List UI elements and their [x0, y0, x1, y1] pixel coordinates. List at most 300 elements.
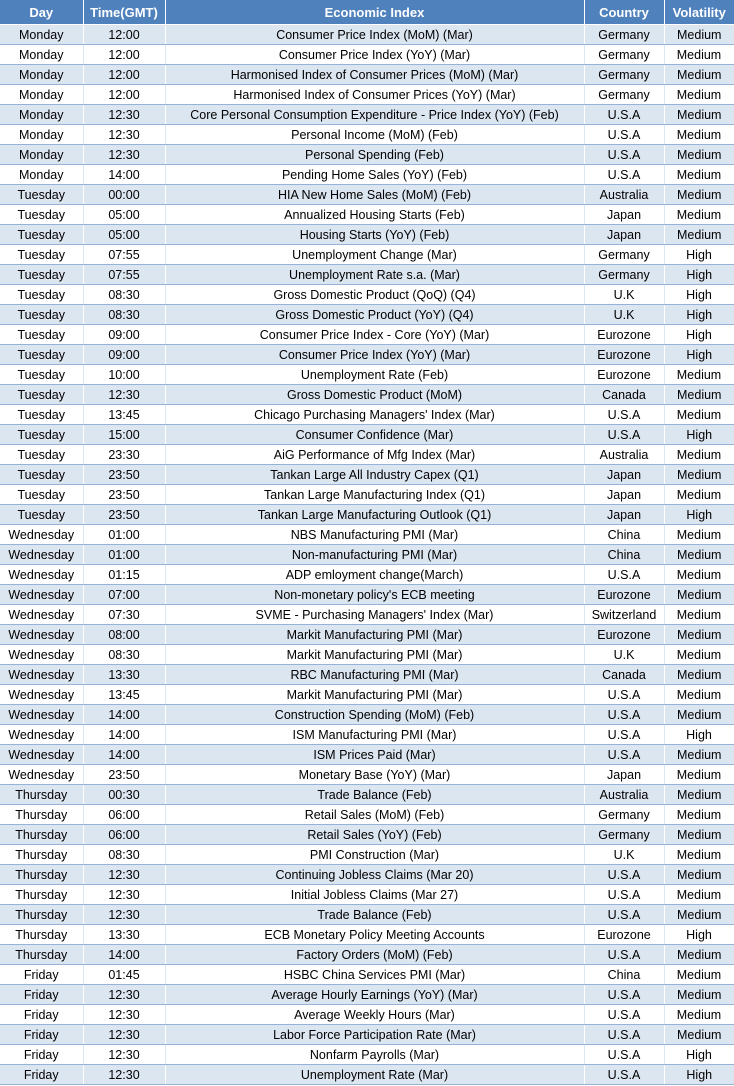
- economic-index-cell: Labor Force Participation Rate (Mar): [165, 1025, 584, 1045]
- country-cell: Germany: [584, 45, 664, 65]
- day-cell: Monday: [0, 85, 83, 105]
- country-cell: China: [584, 525, 664, 545]
- table-row: [0, 65, 734, 85]
- table-row: [0, 985, 734, 1005]
- volatility-cell: Medium: [664, 825, 734, 845]
- volatility-cell: Medium: [664, 765, 734, 785]
- economic-index-cell: Consumer Price Index (MoM) (Mar): [165, 25, 584, 45]
- time-cell: 12:30: [83, 125, 165, 145]
- table-row: [0, 485, 734, 505]
- volatility-cell: Medium: [664, 625, 734, 645]
- volatility-cell: Medium: [664, 365, 734, 385]
- day-cell: Friday: [0, 985, 83, 1005]
- table-row: [0, 345, 734, 365]
- volatility-cell: Medium: [664, 685, 734, 705]
- table-row: [0, 1045, 734, 1065]
- day-cell: Tuesday: [0, 285, 83, 305]
- volatility-cell: Medium: [664, 405, 734, 425]
- time-cell: 23:50: [83, 505, 165, 525]
- time-cell: 00:30: [83, 785, 165, 805]
- country-cell: U.S.A: [584, 105, 664, 125]
- day-cell: Tuesday: [0, 185, 83, 205]
- volatility-cell: Medium: [664, 805, 734, 825]
- economic-index-cell: Unemployment Change (Mar): [165, 245, 584, 265]
- day-cell: Wednesday: [0, 665, 83, 685]
- day-cell: Friday: [0, 1065, 83, 1085]
- day-cell: Thursday: [0, 805, 83, 825]
- economic-index-cell: HSBC China Services PMI (Mar): [165, 965, 584, 985]
- time-cell: 08:30: [83, 845, 165, 865]
- header-day: Day: [0, 0, 83, 25]
- header-time: Time(GMT): [83, 0, 165, 25]
- day-cell: Thursday: [0, 905, 83, 925]
- day-cell: Wednesday: [0, 705, 83, 725]
- economic-index-cell: ADP emloyment change(March): [165, 565, 584, 585]
- economic-index-cell: ISM Manufacturing PMI (Mar): [165, 725, 584, 745]
- day-cell: Monday: [0, 45, 83, 65]
- day-cell: Wednesday: [0, 625, 83, 645]
- day-cell: Tuesday: [0, 205, 83, 225]
- economic-index-cell: Consumer Confidence (Mar): [165, 425, 584, 445]
- country-cell: Germany: [584, 85, 664, 105]
- table-row: [0, 425, 734, 445]
- country-cell: Australia: [584, 185, 664, 205]
- header-row: [0, 0, 734, 25]
- table-row: [0, 745, 734, 765]
- time-cell: 07:30: [83, 605, 165, 625]
- header-volatility: Volatility: [664, 0, 734, 25]
- country-cell: Germany: [584, 25, 664, 45]
- volatility-cell: Medium: [664, 145, 734, 165]
- day-cell: Thursday: [0, 825, 83, 845]
- country-cell: Eurozone: [584, 925, 664, 945]
- economic-index-cell: SVME - Purchasing Managers' Index (Mar): [165, 605, 584, 625]
- country-cell: Canada: [584, 385, 664, 405]
- country-cell: U.S.A: [584, 745, 664, 765]
- table-row: [0, 625, 734, 645]
- time-cell: 07:55: [83, 265, 165, 285]
- economic-index-cell: Core Personal Consumption Expenditure - Price Index (YoY) (Feb): [165, 105, 584, 125]
- time-cell: 12:30: [83, 905, 165, 925]
- country-cell: China: [584, 965, 664, 985]
- volatility-cell: Medium: [664, 445, 734, 465]
- day-cell: Friday: [0, 965, 83, 985]
- table-row: [0, 145, 734, 165]
- volatility-cell: Medium: [664, 905, 734, 925]
- table-row: [0, 665, 734, 685]
- time-cell: 12:30: [83, 885, 165, 905]
- volatility-cell: High: [664, 505, 734, 525]
- time-cell: 12:30: [83, 105, 165, 125]
- economic-index-cell: Construction Spending (MoM) (Feb): [165, 705, 584, 725]
- header-economic-index: Economic Index: [165, 0, 584, 25]
- volatility-cell: High: [664, 345, 734, 365]
- day-cell: Thursday: [0, 845, 83, 865]
- economic-index-cell: AiG Performance of Mfg Index (Mar): [165, 445, 584, 465]
- table-row: [0, 325, 734, 345]
- table-row: [0, 225, 734, 245]
- volatility-cell: Medium: [664, 565, 734, 585]
- day-cell: Wednesday: [0, 685, 83, 705]
- time-cell: 14:00: [83, 705, 165, 725]
- table-row: [0, 825, 734, 845]
- day-cell: Tuesday: [0, 425, 83, 445]
- time-cell: 12:30: [83, 1005, 165, 1025]
- economic-index-cell: Gross Domestic Product (MoM): [165, 385, 584, 405]
- country-cell: Eurozone: [584, 345, 664, 365]
- economic-index-cell: Chicago Purchasing Managers' Index (Mar): [165, 405, 584, 425]
- day-cell: Tuesday: [0, 405, 83, 425]
- country-cell: China: [584, 545, 664, 565]
- economic-index-cell: Harmonised Index of Consumer Prices (YoY) (Mar): [165, 85, 584, 105]
- time-cell: 13:45: [83, 405, 165, 425]
- day-cell: Wednesday: [0, 725, 83, 745]
- volatility-cell: Medium: [664, 125, 734, 145]
- table-row: [0, 765, 734, 785]
- table-row: [0, 45, 734, 65]
- table-body: [0, 25, 734, 1085]
- day-cell: Wednesday: [0, 765, 83, 785]
- time-cell: 23:30: [83, 445, 165, 465]
- volatility-cell: Medium: [664, 45, 734, 65]
- table-row: [0, 505, 734, 525]
- economic-index-cell: Gross Domestic Product (QoQ) (Q4): [165, 285, 584, 305]
- country-cell: U.S.A: [584, 985, 664, 1005]
- table-row: [0, 85, 734, 105]
- economic-index-cell: PMI Construction (Mar): [165, 845, 584, 865]
- volatility-cell: Medium: [664, 965, 734, 985]
- economic-index-cell: Unemployment Rate (Mar): [165, 1065, 584, 1085]
- volatility-cell: High: [664, 265, 734, 285]
- day-cell: Monday: [0, 65, 83, 85]
- day-cell: Thursday: [0, 865, 83, 885]
- day-cell: Monday: [0, 25, 83, 45]
- volatility-cell: Medium: [664, 25, 734, 45]
- volatility-cell: Medium: [664, 545, 734, 565]
- country-cell: Germany: [584, 265, 664, 285]
- volatility-cell: Medium: [664, 985, 734, 1005]
- volatility-cell: High: [664, 925, 734, 945]
- table-row: [0, 565, 734, 585]
- time-cell: 12:00: [83, 45, 165, 65]
- volatility-cell: Medium: [664, 65, 734, 85]
- country-cell: U.S.A: [584, 945, 664, 965]
- table-row: [0, 785, 734, 805]
- country-cell: Switzerland: [584, 605, 664, 625]
- table-row: [0, 885, 734, 905]
- volatility-cell: Medium: [664, 185, 734, 205]
- economic-index-cell: Tankan Large Manufacturing Outlook (Q1): [165, 505, 584, 525]
- time-cell: 01:15: [83, 565, 165, 585]
- volatility-cell: Medium: [664, 165, 734, 185]
- time-cell: 14:00: [83, 745, 165, 765]
- table-row: [0, 105, 734, 125]
- time-cell: 10:00: [83, 365, 165, 385]
- time-cell: 12:00: [83, 85, 165, 105]
- table-row: [0, 1005, 734, 1025]
- country-cell: Japan: [584, 205, 664, 225]
- day-cell: Tuesday: [0, 265, 83, 285]
- country-cell: U.S.A: [584, 125, 664, 145]
- table-row: [0, 1025, 734, 1045]
- day-cell: Wednesday: [0, 545, 83, 565]
- economic-index-cell: Unemployment Rate s.a. (Mar): [165, 265, 584, 285]
- time-cell: 08:30: [83, 645, 165, 665]
- economic-index-cell: Markit Manufacturing PMI (Mar): [165, 625, 584, 645]
- country-cell: Germany: [584, 825, 664, 845]
- time-cell: 12:30: [83, 145, 165, 165]
- table-row: [0, 845, 734, 865]
- table-row: [0, 525, 734, 545]
- economic-index-cell: Nonfarm Payrolls (Mar): [165, 1045, 584, 1065]
- time-cell: 09:00: [83, 325, 165, 345]
- day-cell: Tuesday: [0, 445, 83, 465]
- country-cell: U.S.A: [584, 885, 664, 905]
- volatility-cell: Medium: [664, 585, 734, 605]
- country-cell: U.S.A: [584, 905, 664, 925]
- time-cell: 08:00: [83, 625, 165, 645]
- economic-index-cell: Personal Spending (Feb): [165, 145, 584, 165]
- time-cell: 14:00: [83, 945, 165, 965]
- time-cell: 05:00: [83, 225, 165, 245]
- economic-index-cell: Housing Starts (YoY) (Feb): [165, 225, 584, 245]
- volatility-cell: Medium: [664, 485, 734, 505]
- country-cell: Canada: [584, 665, 664, 685]
- country-cell: Germany: [584, 805, 664, 825]
- time-cell: 12:30: [83, 865, 165, 885]
- economic-index-cell: ECB Monetary Policy Meeting Accounts: [165, 925, 584, 945]
- country-cell: Japan: [584, 505, 664, 525]
- table-row: [0, 265, 734, 285]
- time-cell: 01:00: [83, 545, 165, 565]
- time-cell: 12:30: [83, 1045, 165, 1065]
- table-row: [0, 365, 734, 385]
- table-row: [0, 725, 734, 745]
- day-cell: Monday: [0, 125, 83, 145]
- day-cell: Thursday: [0, 945, 83, 965]
- day-cell: Wednesday: [0, 745, 83, 765]
- volatility-cell: Medium: [664, 1005, 734, 1025]
- day-cell: Tuesday: [0, 345, 83, 365]
- economic-index-cell: Retail Sales (YoY) (Feb): [165, 825, 584, 845]
- time-cell: 12:30: [83, 1065, 165, 1085]
- country-cell: Japan: [584, 485, 664, 505]
- table-row: [0, 585, 734, 605]
- economic-index-cell: Gross Domestic Product (YoY) (Q4): [165, 305, 584, 325]
- economic-index-cell: Personal Income (MoM) (Feb): [165, 125, 584, 145]
- time-cell: 05:00: [83, 205, 165, 225]
- volatility-cell: Medium: [664, 705, 734, 725]
- time-cell: 14:00: [83, 165, 165, 185]
- time-cell: 12:30: [83, 385, 165, 405]
- country-cell: U.S.A: [584, 425, 664, 445]
- day-cell: Wednesday: [0, 605, 83, 625]
- day-cell: Tuesday: [0, 465, 83, 485]
- day-cell: Thursday: [0, 925, 83, 945]
- time-cell: 12:00: [83, 25, 165, 45]
- country-cell: U.S.A: [584, 725, 664, 745]
- day-cell: Tuesday: [0, 365, 83, 385]
- time-cell: 09:00: [83, 345, 165, 365]
- volatility-cell: Medium: [664, 665, 734, 685]
- day-cell: Tuesday: [0, 225, 83, 245]
- table-row: [0, 245, 734, 265]
- volatility-cell: Medium: [664, 105, 734, 125]
- economic-index-cell: Average Weekly Hours (Mar): [165, 1005, 584, 1025]
- table-row: [0, 405, 734, 425]
- day-cell: Monday: [0, 105, 83, 125]
- table-row: [0, 945, 734, 965]
- volatility-cell: Medium: [664, 605, 734, 625]
- volatility-cell: High: [664, 285, 734, 305]
- economic-index-cell: Initial Jobless Claims (Mar 27): [165, 885, 584, 905]
- volatility-cell: High: [664, 245, 734, 265]
- volatility-cell: Medium: [664, 205, 734, 225]
- table-row: [0, 205, 734, 225]
- economic-index-cell: Monetary Base (YoY) (Mar): [165, 765, 584, 785]
- country-cell: Japan: [584, 765, 664, 785]
- economic-index-cell: Markit Manufacturing PMI (Mar): [165, 645, 584, 665]
- country-cell: U.S.A: [584, 705, 664, 725]
- table-row: [0, 545, 734, 565]
- economic-index-cell: Consumer Price Index (YoY) (Mar): [165, 45, 584, 65]
- country-cell: Australia: [584, 445, 664, 465]
- time-cell: 07:00: [83, 585, 165, 605]
- volatility-cell: High: [664, 425, 734, 445]
- time-cell: 06:00: [83, 825, 165, 845]
- table-row: [0, 125, 734, 145]
- time-cell: 07:55: [83, 245, 165, 265]
- table-row: [0, 865, 734, 885]
- day-cell: Thursday: [0, 785, 83, 805]
- time-cell: 08:30: [83, 305, 165, 325]
- economic-index-cell: Average Hourly Earnings (YoY) (Mar): [165, 985, 584, 1005]
- economic-index-cell: Markit Manufacturing PMI (Mar): [165, 685, 584, 705]
- volatility-cell: High: [664, 325, 734, 345]
- country-cell: U.S.A: [584, 1065, 664, 1085]
- time-cell: 14:00: [83, 725, 165, 745]
- country-cell: Germany: [584, 65, 664, 85]
- economic-index-cell: NBS Manufacturing PMI (Mar): [165, 525, 584, 545]
- table-row: [0, 705, 734, 725]
- day-cell: Tuesday: [0, 325, 83, 345]
- volatility-cell: High: [664, 1065, 734, 1085]
- economic-index-cell: Pending Home Sales (YoY) (Feb): [165, 165, 584, 185]
- day-cell: Tuesday: [0, 245, 83, 265]
- country-cell: U.S.A: [584, 165, 664, 185]
- table-row: [0, 185, 734, 205]
- economic-index-cell: Annualized Housing Starts (Feb): [165, 205, 584, 225]
- day-cell: Monday: [0, 165, 83, 185]
- table-row: [0, 1065, 734, 1085]
- country-cell: Eurozone: [584, 585, 664, 605]
- country-cell: Eurozone: [584, 325, 664, 345]
- table-header: [0, 0, 734, 25]
- volatility-cell: Medium: [664, 85, 734, 105]
- day-cell: Friday: [0, 1005, 83, 1025]
- day-cell: Wednesday: [0, 585, 83, 605]
- table-row: [0, 25, 734, 45]
- economic-index-cell: Tankan Large All Industry Capex (Q1): [165, 465, 584, 485]
- economic-index-cell: Unemployment Rate (Feb): [165, 365, 584, 385]
- country-cell: U.S.A: [584, 565, 664, 585]
- economic-index-cell: Trade Balance (Feb): [165, 785, 584, 805]
- volatility-cell: Medium: [664, 1025, 734, 1045]
- time-cell: 12:00: [83, 65, 165, 85]
- day-cell: Friday: [0, 1045, 83, 1065]
- economic-index-cell: RBC Manufacturing PMI (Mar): [165, 665, 584, 685]
- time-cell: 23:50: [83, 485, 165, 505]
- country-cell: Eurozone: [584, 365, 664, 385]
- time-cell: 00:00: [83, 185, 165, 205]
- day-cell: Tuesday: [0, 505, 83, 525]
- volatility-cell: High: [664, 1045, 734, 1065]
- economic-index-cell: Trade Balance (Feb): [165, 905, 584, 925]
- volatility-cell: Medium: [664, 845, 734, 865]
- day-cell: Tuesday: [0, 305, 83, 325]
- time-cell: 08:30: [83, 285, 165, 305]
- country-cell: U.S.A: [584, 685, 664, 705]
- table-row: [0, 165, 734, 185]
- country-cell: U.S.A: [584, 405, 664, 425]
- economic-index-cell: Factory Orders (MoM) (Feb): [165, 945, 584, 965]
- table-row: [0, 645, 734, 665]
- country-cell: U.S.A: [584, 1045, 664, 1065]
- economic-index-cell: Retail Sales (MoM) (Feb): [165, 805, 584, 825]
- day-cell: Wednesday: [0, 565, 83, 585]
- day-cell: Thursday: [0, 885, 83, 905]
- volatility-cell: Medium: [664, 885, 734, 905]
- country-cell: Germany: [584, 245, 664, 265]
- economic-index-cell: HIA New Home Sales (MoM) (Feb): [165, 185, 584, 205]
- economic-index-cell: Non-monetary policy's ECB meeting: [165, 585, 584, 605]
- economic-index-cell: Consumer Price Index - Core (YoY) (Mar): [165, 325, 584, 345]
- economic-index-cell: ISM Prices Paid (Mar): [165, 745, 584, 765]
- time-cell: 23:50: [83, 465, 165, 485]
- country-cell: Japan: [584, 465, 664, 485]
- volatility-cell: Medium: [664, 385, 734, 405]
- time-cell: 13:30: [83, 665, 165, 685]
- economic-index-cell: Tankan Large Manufacturing Index (Q1): [165, 485, 584, 505]
- economic-index-cell: Harmonised Index of Consumer Prices (MoM) (Mar): [165, 65, 584, 85]
- country-cell: U.S.A: [584, 865, 664, 885]
- economic-index-cell: Consumer Price Index (YoY) (Mar): [165, 345, 584, 365]
- table-row: [0, 605, 734, 625]
- country-cell: U.S.A: [584, 1025, 664, 1045]
- volatility-cell: High: [664, 305, 734, 325]
- economic-index-cell: Non-manufacturing PMI (Mar): [165, 545, 584, 565]
- country-cell: U.K: [584, 645, 664, 665]
- day-cell: Friday: [0, 1025, 83, 1045]
- time-cell: 12:30: [83, 985, 165, 1005]
- table-row: [0, 385, 734, 405]
- country-cell: U.S.A: [584, 1005, 664, 1025]
- volatility-cell: Medium: [664, 525, 734, 545]
- volatility-cell: Medium: [664, 465, 734, 485]
- time-cell: 13:30: [83, 925, 165, 945]
- country-cell: U.K: [584, 845, 664, 865]
- time-cell: 06:00: [83, 805, 165, 825]
- table-row: [0, 285, 734, 305]
- day-cell: Monday: [0, 145, 83, 165]
- volatility-cell: Medium: [664, 645, 734, 665]
- day-cell: Wednesday: [0, 525, 83, 545]
- time-cell: 15:00: [83, 425, 165, 445]
- table-row: [0, 445, 734, 465]
- country-cell: U.K: [584, 285, 664, 305]
- time-cell: 23:50: [83, 765, 165, 785]
- table-row: [0, 685, 734, 705]
